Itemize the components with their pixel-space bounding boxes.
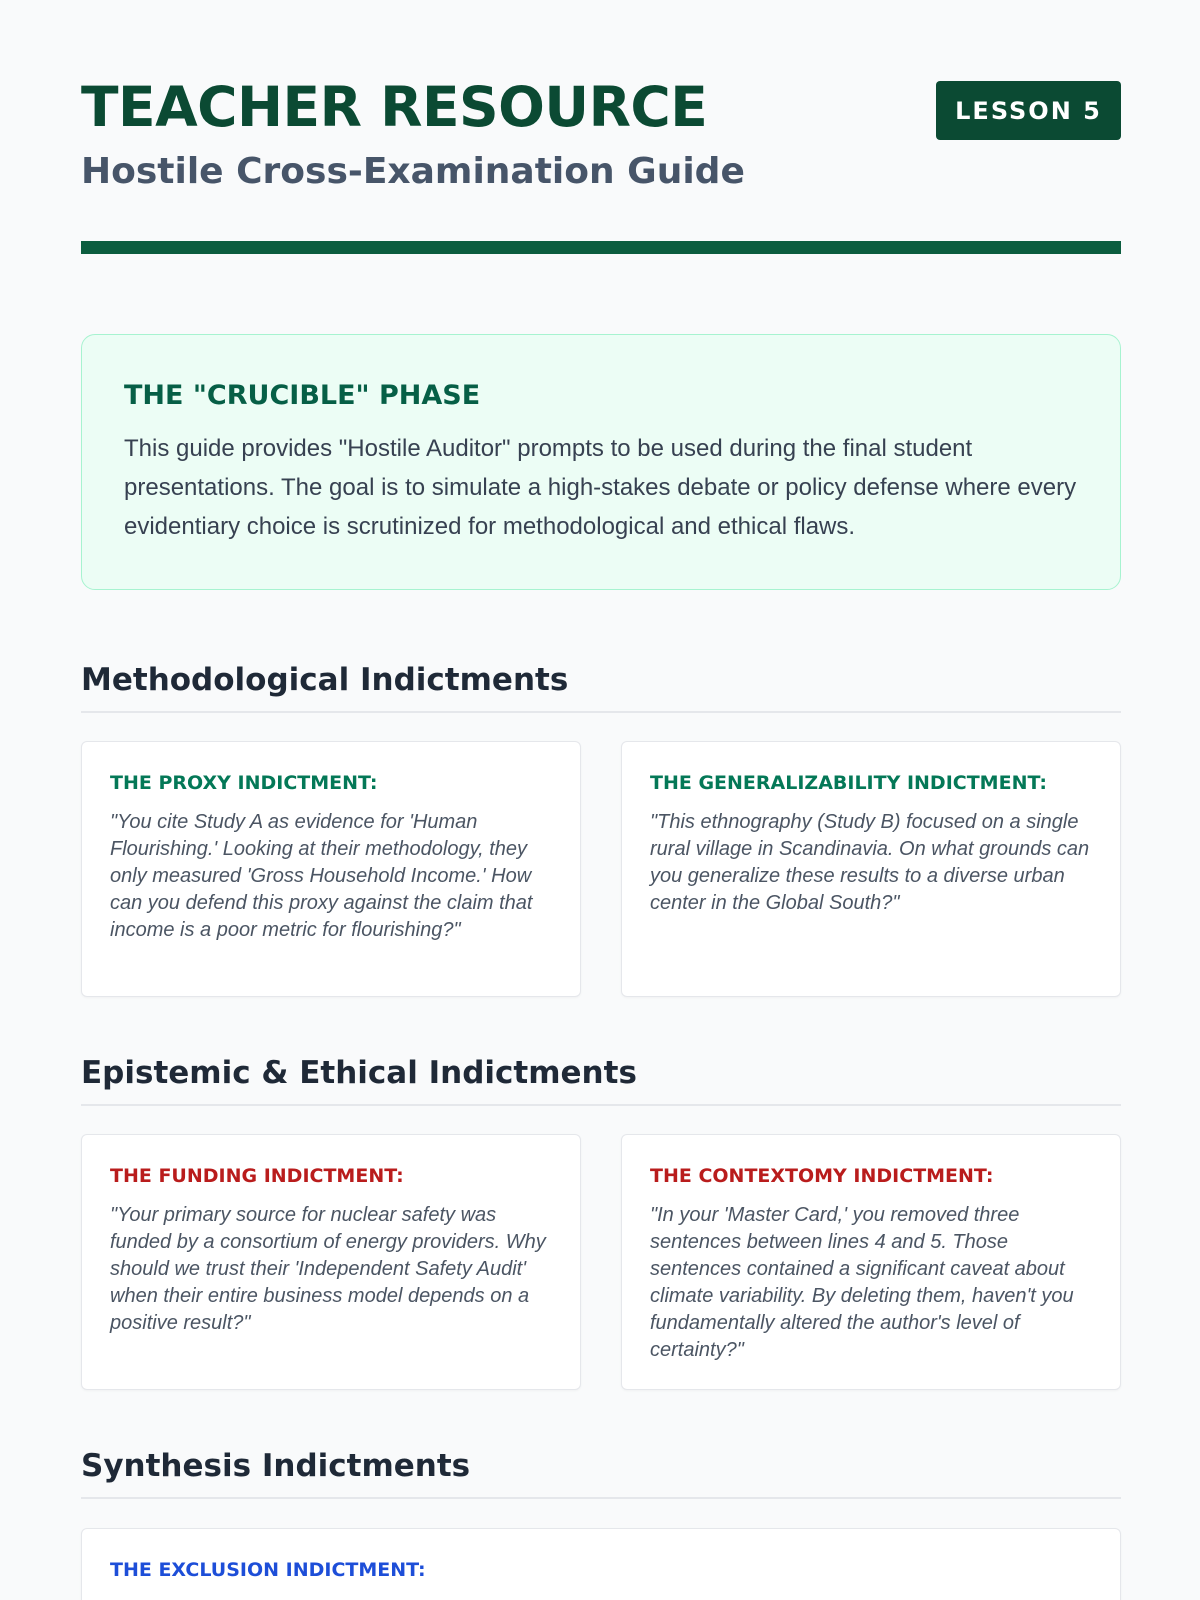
header-divider [81,241,1121,254]
section-heading-synthesis: Synthesis Indictments [81,1448,1121,1499]
card-label: THE GENERALIZABILITY INDICTMENT: [650,772,1047,794]
callout-title: THE "CRUCIBLE" PHASE [124,380,481,411]
card-label: THE EXCLUSION INDICTMENT: [110,1559,426,1581]
page-title: TEACHER RESOURCE [81,75,708,139]
page [81,0,1121,1581]
card-generalizability-indictment [621,741,1121,997]
card-label: THE CONTEXTOMY INDICTMENT: [650,1165,994,1187]
card-quote: "This ethnography (Study B) focused on a single rural village in Scandinavia. On what grounds can you generalize these results to a diverse urban center in the Global South?" [650,810,1090,914]
intro-callout [81,334,1121,590]
page-subtitle: Hostile Cross-Examination Guide [81,151,745,192]
card-label: THE PROXY INDICTMENT: [110,772,378,794]
card-quote: "In your 'Master Card,' you removed three sentences between lines 4 and 5. Those sentences contained a significant caveat about climate variability. By deleting them, haven't you fundamentally altered the author's level of certainty?" [650,1203,1074,1361]
lesson-badge: LESSON 5 [936,81,1121,140]
callout-body: This guide provides "Hostile Auditor" prompts to be used during the final student presentations. The goal is to simulate a high-stakes debate or policy defense where every evidentiary choice is scrutinized for methodological and ethical flaws. [124,434,1077,540]
card-funding-indictment [81,1134,581,1390]
card-exclusion-indictment [81,1528,1121,1600]
card-quote: "You cite Study A as evidence for 'Human Flourishing.' Looking at their methodology, they only measured 'Gross Household Income.' How can you defend this proxy against the claim that income is a poor metric for flourishing?" [110,810,533,941]
section-heading-epistemic-ethical: Epistemic & Ethical Indictments [81,1055,1121,1106]
card-contextomy-indictment [621,1134,1121,1390]
header [81,0,1121,254]
section-heading-methodological: Methodological Indictments [81,662,1121,713]
card-quote: "Your primary source for nuclear safety was funded by a consortium of energy providers. Why should we trust their 'Independent Safety Audit' when their entire business model depends on a positive result?" [110,1203,546,1334]
card-label: THE FUNDING INDICTMENT: [110,1165,404,1187]
card-proxy-indictment [81,741,581,997]
